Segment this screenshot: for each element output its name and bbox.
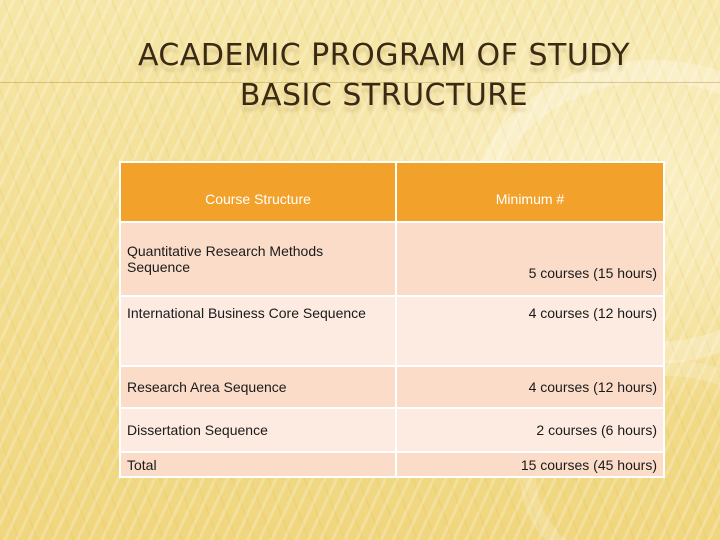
row-structure: Quantitative Research Methods Sequence — [120, 222, 396, 296]
slide-title-line-2: BASIC STRUCTURE — [239, 78, 529, 113]
slide-title — [0, 36, 720, 116]
table-header-row — [120, 162, 664, 222]
row-minimum: 5 courses (15 hours) — [396, 222, 664, 296]
row-minimum: 2 courses (6 hours) — [396, 408, 664, 452]
table-row — [120, 408, 664, 452]
row-structure: Research Area Sequence — [120, 366, 396, 408]
header-minimum: Minimum # — [396, 162, 664, 222]
row-minimum: 15 courses (45 hours) — [396, 452, 664, 477]
row-minimum: 4 courses (12 hours) — [396, 366, 664, 408]
slide-title-line-1: ACADEMIC PROGRAM OF STUDY — [137, 38, 631, 73]
table-row — [120, 222, 664, 296]
table-row — [120, 296, 664, 366]
row-minimum: 4 courses (12 hours) — [396, 296, 664, 366]
header-course-structure: Course Structure — [120, 162, 396, 222]
table-row-total — [120, 452, 664, 477]
row-structure: Total — [120, 452, 396, 477]
program-structure-table — [119, 161, 665, 478]
table-row — [120, 366, 664, 408]
row-structure: International Business Core Sequence — [120, 296, 396, 366]
row-structure: Dissertation Sequence — [120, 408, 396, 452]
